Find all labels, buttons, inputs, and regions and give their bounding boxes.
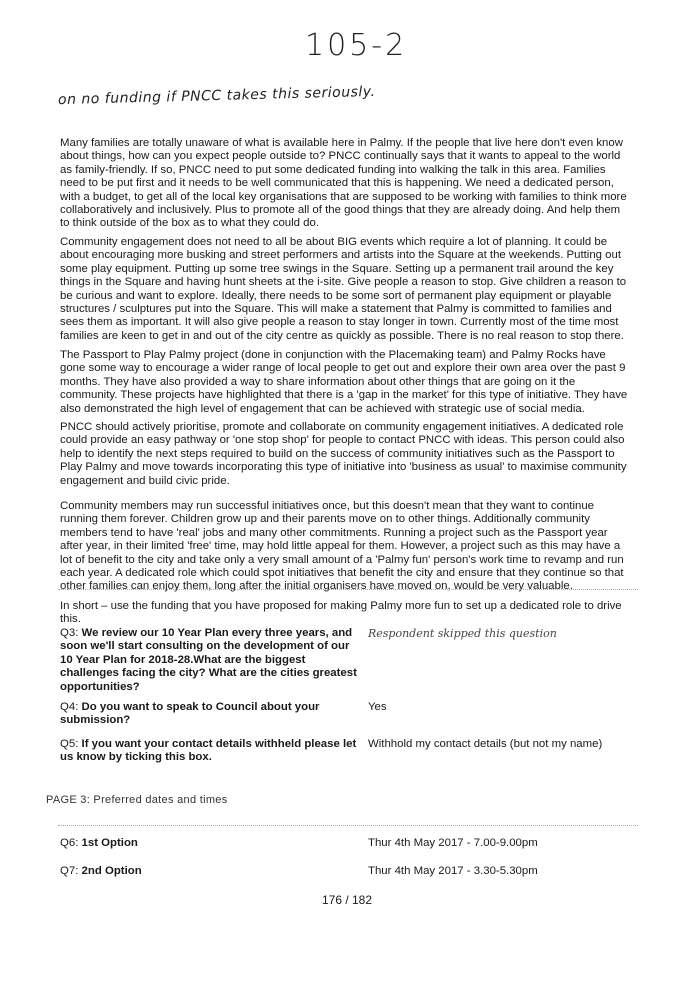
handwritten-page-number: 105-2 <box>305 28 408 63</box>
answer-value: Withhold my contact details (but not my name) <box>368 738 603 750</box>
response-paragraph-5: Community members may run successful initiatives once, but this doesn't mean that they want to continue running them forever. Children grow up and their parents move on to other things. Additionally community members tend to have 'real' jobs and many other commitments. Running a project such as the Passport year after year, in their limited 'free' time, may hold little appeal for them. However, a project such as this may have a lot of benefit to the city and take only a very small amount of a 'Palmy fun' person's work time to revamp and run each year. A dedicated role which could spot initiatives that benefit the city and ensure that they continue so that other families can enjoy them, long after the initial organisers have moved on, would be very valuable. <box>60 500 624 593</box>
answer-value: Yes <box>368 701 387 713</box>
answer-value: Thur 4th May 2017 - 7.00-9.00pm <box>368 837 538 849</box>
question-text: If you want your contact details withheld please let us know by ticking this box. <box>60 738 357 764</box>
question-text: 2nd Option <box>81 865 142 877</box>
question-number: Q4: <box>60 701 79 713</box>
answer-skipped: Respondent skipped this question <box>368 627 557 640</box>
question-text: Do you want to speak to Council about your submission? <box>60 701 320 727</box>
divider <box>58 825 638 826</box>
divider <box>58 589 638 590</box>
handwritten-note: on no funding if PNCC takes this seriously. <box>57 83 376 109</box>
question-label <box>60 865 360 878</box>
question-number: Q7: <box>60 865 79 877</box>
section-heading: PAGE 3: Preferred dates and times <box>46 794 228 806</box>
question-text: We review our 10 Year Plan every three years, and soon we'll start consulting on the development of our 10 Year Plan for 2018-28.What are the biggest challenges facing the city? What are the cities greatest opportunities? <box>60 627 357 693</box>
response-paragraph-3: The Passport to Play Palmy project (done in conjunction with the Placemaking team) and Palmy Rocks have gone some way to encourage a wider range of local people to get out and explore their own area over the past 9 months. They have also provided a way to share information about other things that are going on it the community. These projects have highlighted that there is a 'gap in the market' for this type of initiative. They have also demonstrated the high level of engagement that can be achieved with strategic use of social media. <box>60 349 628 415</box>
question-label <box>60 837 360 850</box>
question-number: Q3: <box>60 627 79 639</box>
page-number: 176 / 182 <box>321 893 373 907</box>
question-number: Q5: <box>60 738 79 750</box>
question-label <box>60 701 360 728</box>
response-paragraph-2: Community engagement does not need to all be about BIG events which require a lot of planning. It could be about encouraging more busking and street performers and artists into the Square at the weekends. Putting out some play equipment. Putting up some tree swings in the Square. Setting up a permanent trail around the key things in the Square and having hunt sheets at the i-site. Give people a reason to stop. Give children a reason to be curious and want to explore. Ideally, there needs to be some sort of permanent play equipment or playable structures / sculptures put into the Square. This will make a statement that Palmy is committed to families and sees them as important. It will also give people a reason to stay longer in town. Currently most of the time most families are keen to get in and out of the city centre as quickly as possible. There is no real reason to stop there. <box>60 236 627 342</box>
question-label <box>60 627 360 694</box>
answer-value: Thur 4th May 2017 - 3.30-5.30pm <box>368 865 538 877</box>
response-paragraph-6: In short – use the funding that you have proposed for making Palmy more fun to set up a dedicated role to drive this. <box>60 600 622 626</box>
question-number: Q6: <box>60 837 79 849</box>
question-label <box>60 738 360 765</box>
question-text: 1st Option <box>81 837 138 849</box>
response-paragraph-1: Many families are totally unaware of what is available here in Palmy. If the people that live here don't even know about things, how can you expect people outside to? PNCC continually says that it wants to appeal to the world as family-friendly. If so, PNCC need to put some dedicated funding into walking the talk in this area. Families need to be put first and it needs to be well communicated that this is happening. We need a dedicated person, with a budget, to get all of the local key organisations that are supposed to be working with families to think more collaboratively and inclusively. Plus to promote all of the good things that they are already doing. And help them to think outside of the box as to what they could do. <box>60 137 627 230</box>
response-paragraph-4: PNCC should actively prioritise, promote and collaborate on community engagement initiatives. A dedicated role could provide an easy pathway or 'one stop shop' for people to contact PNCC with ideas. This person could also help to identify the next steps required to build on the success of community initiatives such as the Passport to Play Palmy and move towards incorporating this type of initiative into 'business as usual' to maximise community engagement and build civic pride. <box>60 421 627 487</box>
